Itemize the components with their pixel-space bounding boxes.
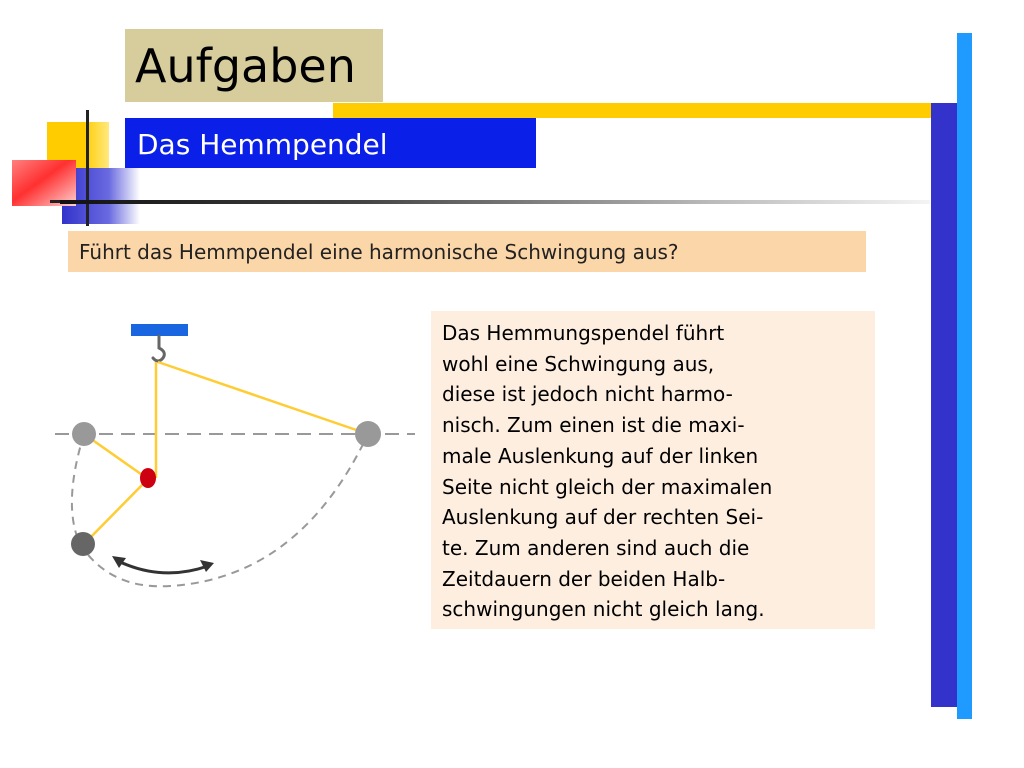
title-accent-bar <box>333 103 932 118</box>
answer-line: male Auslenkung auf der linken <box>442 443 759 468</box>
question-text: Führt das Hemmpendel eine harmonische Schwingung aus? <box>79 240 679 264</box>
pivot-peg <box>140 468 156 488</box>
answer-line: Das Hemmungspendel führt <box>442 321 725 345</box>
answer-line: diese ist jedoch nicht harmo- <box>442 382 733 407</box>
right-accent-bar-light <box>957 33 972 719</box>
pendulum-bob-lower-left <box>71 532 95 556</box>
swing-arrow-head-left <box>112 556 126 568</box>
pendulum-diagram <box>0 300 430 620</box>
header-divider <box>60 200 930 204</box>
answer-line: te. Zum anderen sind auch die <box>442 535 750 560</box>
answer-line: nisch. Zum einen ist die maxi- <box>442 413 745 438</box>
pendulum-bob-upper-left <box>72 422 96 446</box>
pendulum-bob-right <box>355 421 381 447</box>
pendulum-string-lower-left <box>84 479 148 544</box>
answer-line: Zeitdauern der beiden Halb- <box>442 566 726 591</box>
answer-line: Seite nicht gleich der maximalen <box>442 474 773 499</box>
hook-icon <box>153 336 164 361</box>
answer-text <box>442 318 872 625</box>
right-accent-bar-dark <box>931 103 957 707</box>
pendulum-string-right <box>158 362 368 434</box>
answer-line: schwingungen nicht gleich lang. <box>442 597 765 622</box>
slide-subtitle: Das Hemmpendel <box>137 128 388 161</box>
answer-line: Auslenkung auf der rechten Sei- <box>442 505 764 530</box>
decor-vertical-line <box>86 110 89 226</box>
ceiling-mount <box>131 324 188 336</box>
answer-line: wohl eine Schwingung aus, <box>442 351 715 376</box>
swing-arrow-head-right <box>200 560 214 572</box>
slide-title: Aufgaben <box>135 39 356 93</box>
swing-arrow-icon <box>118 561 208 573</box>
